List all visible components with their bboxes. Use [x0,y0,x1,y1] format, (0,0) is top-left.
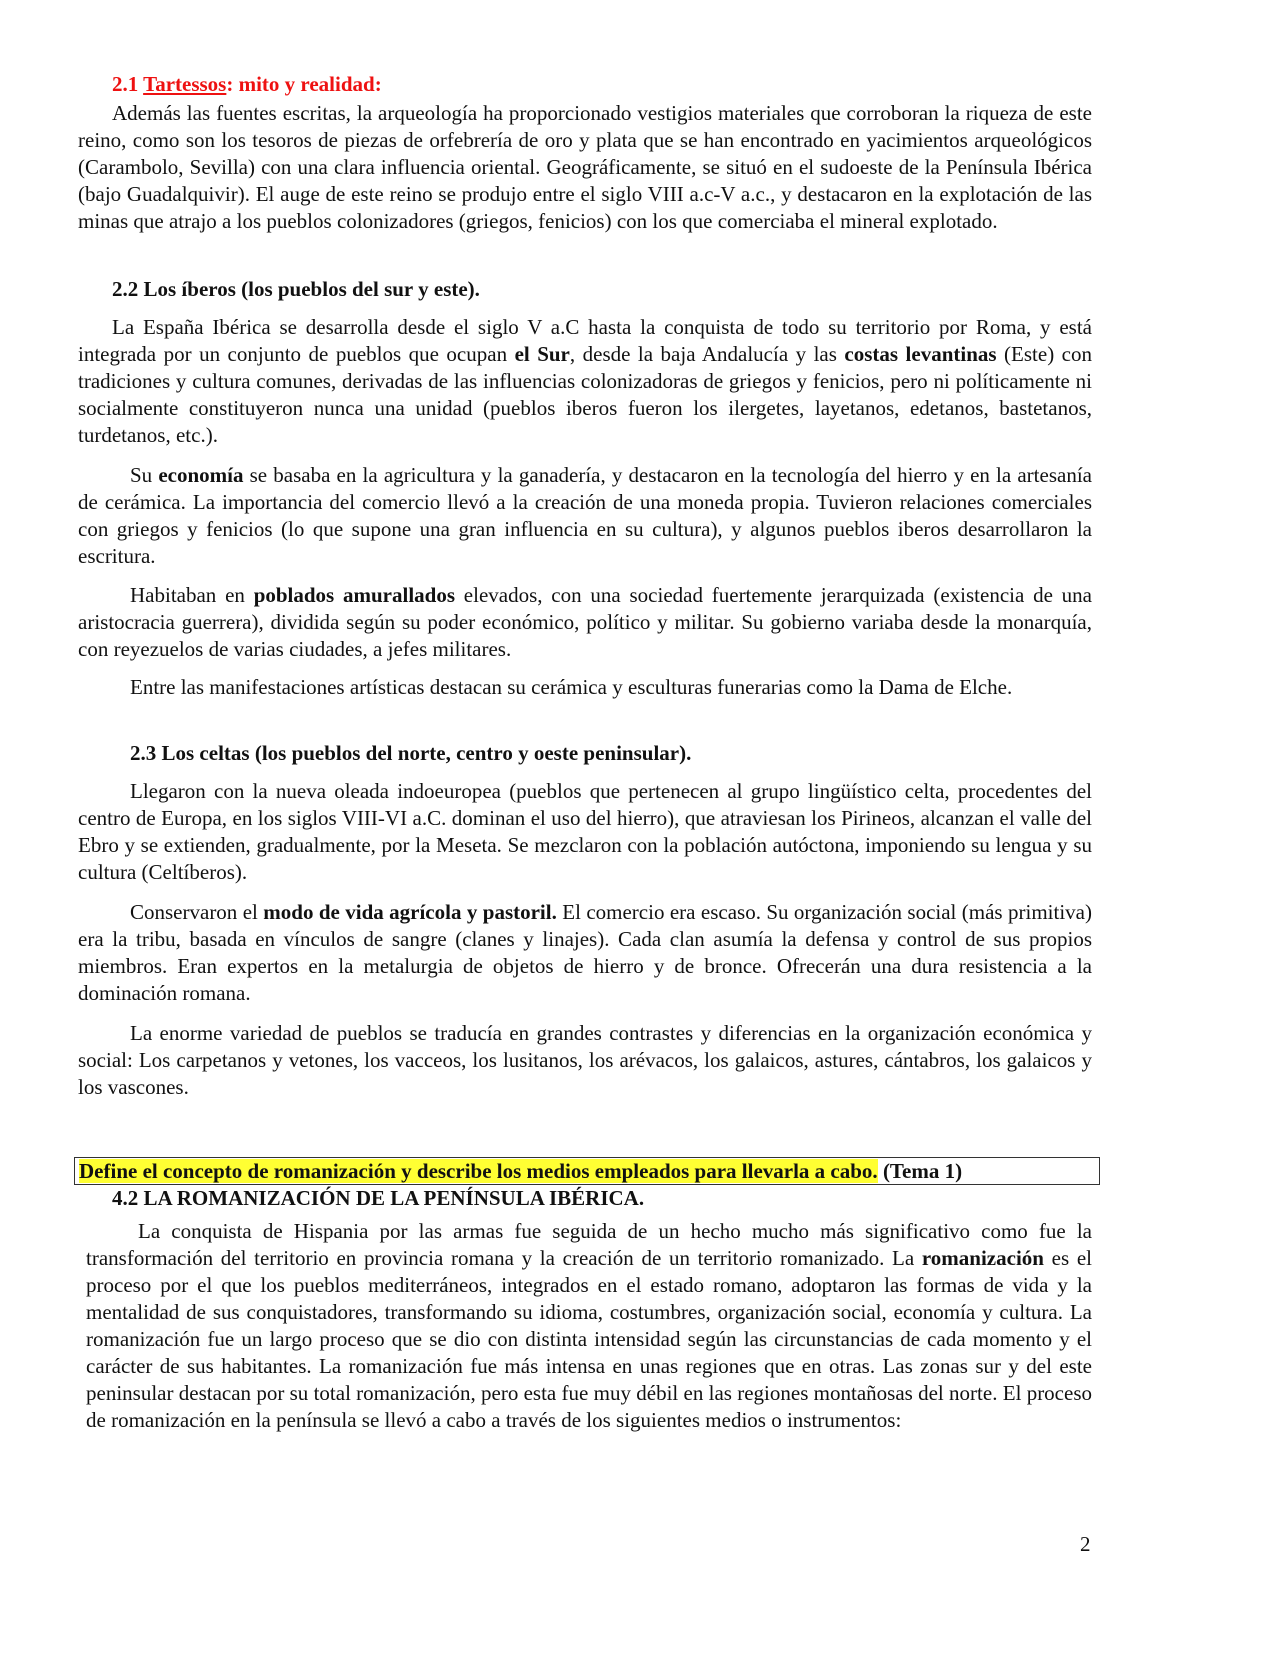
page-number: 2 [1080,1532,1091,1556]
text: , desde la baja Andalucía y las [569,342,845,366]
paragraph-romanizacion [86,1218,1092,1434]
paragraph-iberos-4: Entre las manifestaciones artísticas destacan su cerámica y esculturas funerarias como la Dama de Elche. [130,675,1013,699]
paragraph-celtas-3: La enorme variedad de pueblos se traducía en grandes contrastes y diferencias en la organización económica y social: Los carpetanos y vetones, los vacceos, los lusitanos, los arévacos, los galaicos, astures, cántabros, los galaicos y los vascones. [78,1021,1092,1099]
text: Habitaban en [130,583,254,607]
heading-romanizacion: 4.2 LA ROMANIZACIÓN DE LA PENÍNSULA IBÉRICA. [112,1186,645,1210]
text: La España Ibérica se desarrolla desde el siglo V a.C hasta la conquista de todo su territorio por Roma, y está integrada por un conjunto de pueblos que ocupan [78,315,1092,366]
text: se basaba en la agricultura y la ganadería, y destacaron en la tecnología del hierro y en la artesanía de cerámica. La importancia del comercio llevó a la creación de una moneda propia. Tuvieron relaciones comerciales con griegos y fenicios (lo que supone una gran influencia en su cultura), y algunos pueblos iberos desarrollaron la escritura. [78,463,1092,568]
text: es el proceso por el que los pueblos mediterráneos, integrados en el estado romano, adoptaron las formas de vida y la mentalidad de sus conquistadores, transformando su idioma, costumbres, organización social, economía y cultura. La romanización fue un largo proceso que se dio con distinta intensidad según las circunstancias de cada momento y el carácter de sus habitantes. La romanización fue más intensa en unas regiones que en otras. Las zonas sur y del este peninsular destacan por su total romanización, pero esta fue muy débil en las regiones montañosas del norte. El proceso de romanización en la península se llevó a cabo a través de los siguientes medios o instrumentos: [86,1246,1092,1432]
heading-celtas: 2.3 Los celtas (los pueblos del norte, centro y oeste peninsular). [130,741,692,765]
text: Conservaron el [130,900,264,924]
bold-text: el Sur [514,342,570,366]
text: El comercio era escaso. Su organización social (más primitiva) era la tribu, basada en vínculos de sangre (clanes y linajes). Cada clan asumía la defensa y control de sus propios miembros. Eran expertos en la metalurgia de objetos de hierro y de bronce. Ofrecerán una dura resistencia a la dominación romana. [78,900,1092,1005]
heading-iberos: 2.2 Los íberos (los pueblos del sur y este). [112,277,480,301]
highlighted-question: Define el concepto de romanización y describe los medios empleados para llevarla a cabo. [79,1159,878,1183]
paragraph-celtas-2 [78,899,1092,1007]
question-box [74,1157,1100,1185]
text: La conquista de Hispania por las armas fue seguida de un hecho mucho más significativo como fue la transformación del territorio en provincia romana y la creación de un territorio romanizado. La [86,1219,1092,1270]
paragraph-celtas-1: Llegaron con la nueva oleada indoeuropea (pueblos que pertenecen al grupo lingüístico celta, procedentes del centro de Europa, en los siglos VIII-VI a.C. dominan el uso del hierro), que atraviesan los Pirineos, alcanzan el valle del Ebro y se extienden, gradualmente, por la Meseta. Se mezclaron con la población autóctona, imponiendo su lengua y su cultura (Celtíberos). [78,779,1092,884]
paragraph-iberos-2 [78,462,1092,570]
text: (Este) con tradiciones y cultura comunes, derivadas de las influencias colonizadoras de griegos y fenicios, pero ni políticamente ni socialmente constituyeron nunca una unidad (pueblos iberos fueron los ilergetes, layetanos, edetanos, bastetanos, turdetanos, etc.). [78,342,1092,447]
question-topic: (Tema 1) [877,1159,963,1183]
bold-text: costas levantinas [844,342,997,366]
tartessos-link[interactable]: Tartessos [143,72,227,96]
text: elevados, con una sociedad fuertemente jerarquizada (existencia de una aristocracia guerrera), dividida según su poder económico, político y militar. Su gobierno variaba desde la monarquía, con reyezuelos de varias ciudades, a jefes militares. [78,583,1092,661]
bold-text: poblados amurallados [253,583,456,607]
question-text [79,1158,962,1184]
bold-text: modo de vida agrícola y pastoril. [263,900,557,924]
bold-text: economía [158,463,244,487]
text: Su [130,463,159,487]
heading-tartessos [112,71,382,98]
paragraph-iberos-1 [78,314,1092,449]
paragraph-tartessos: Además las fuentes escritas, la arqueología ha proporcionado vestigios materiales que corroboran la riqueza de este reino, como son los tesoros de piezas de orfebrería de oro y plata que se han encontrado en yacimientos arqueológicos (Carambolo, Sevilla) con una clara influencia oriental. Geográficamente, se situó en el sudoeste de la Península Ibérica (bajo Guadalquivir). El auge de este reino se produjo entre el siglo VIII a.c-V a.c., y destacaron en la explotación de las minas que atrajo a los pueblos colonizadores (griegos, fenicios) con los que comerciaba el mineral explotado. [78,101,1092,233]
heading-rest: : mito y realidad: [226,72,382,96]
heading-number: 2.1 [112,72,144,96]
paragraph-iberos-3 [78,582,1092,663]
bold-text: romanización [921,1246,1044,1270]
